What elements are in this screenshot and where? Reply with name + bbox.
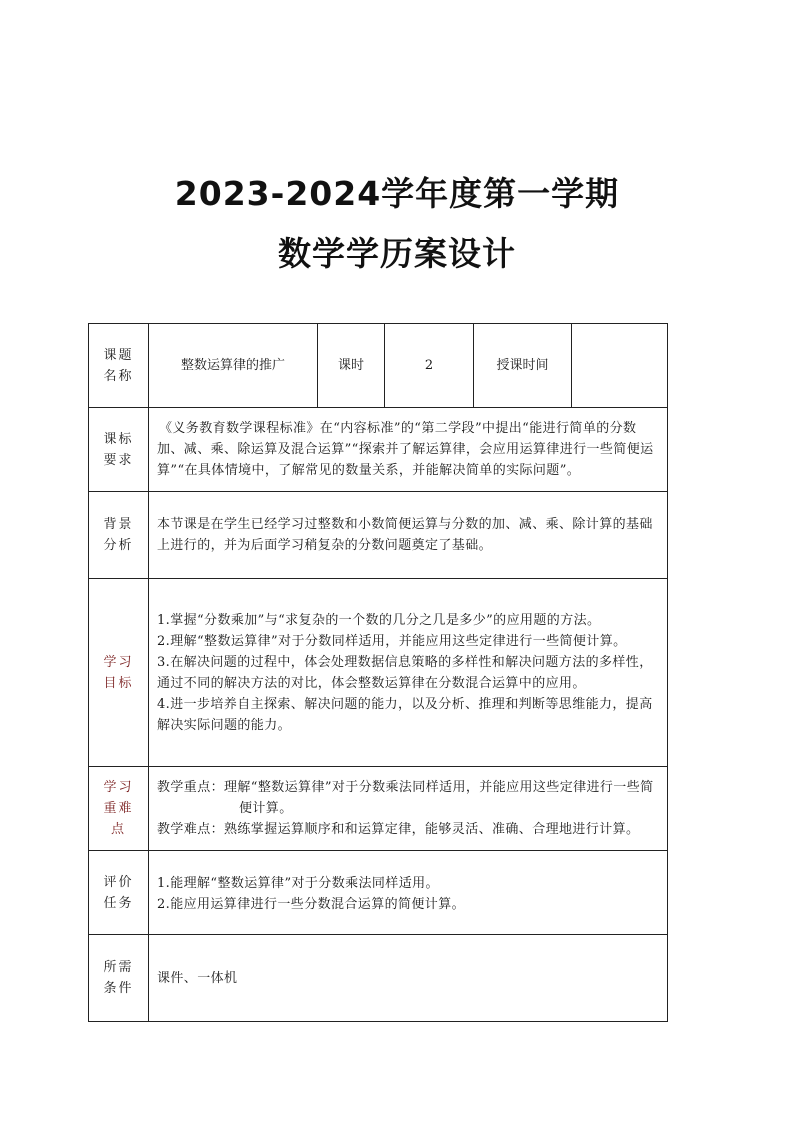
time-label-cell: [474, 324, 572, 408]
evaluation-label: 评价任务: [103, 874, 134, 911]
evaluation-item: 2.能应用运算律进行一些分数混合运算的简便计算。: [157, 897, 466, 912]
evaluation-label-cell: [89, 851, 149, 935]
row-background: [89, 492, 668, 579]
row-goals: [89, 579, 668, 767]
teaching-focus: 教学重点：理解“整数运算律”对于分数乘法同样适用，并能应用这些定律进行一些简便计算。: [157, 780, 654, 816]
period-label: 课时: [337, 358, 364, 373]
period-label-cell: [318, 324, 385, 408]
period-value: 2: [424, 358, 434, 373]
evaluation-item: 1.能理解“整数运算律”对于分数乘法同样适用。: [157, 876, 439, 891]
background-text: 本节课是在学生已经学习过整数和小数简便运算与分数的加、减、乘、除计算的基础上进行的，并为后面学习稍复杂的分数问题奠定了基础。: [157, 517, 653, 553]
background-label-cell: [89, 492, 149, 579]
conditions-label-cell: [89, 935, 149, 1022]
standard-label-cell: [89, 408, 149, 492]
row-topic: [89, 324, 668, 408]
conditions-content-cell: [149, 935, 668, 1022]
row-key-points: [89, 767, 668, 851]
row-standard: [89, 408, 668, 492]
document-title: 2023-2024学年度第一学期: [174, 174, 620, 213]
conditions-text: 课件、一体机: [157, 970, 238, 986]
time-value-cell: [572, 324, 668, 408]
background-content-cell: [149, 492, 668, 579]
topic-label-cell: [89, 324, 149, 408]
row-evaluation: [89, 851, 668, 935]
background-label: 背景分析: [103, 517, 134, 553]
period-value-cell: [385, 324, 474, 408]
topic-label: 课题名称: [103, 347, 134, 384]
topic-value-cell: [149, 324, 318, 408]
goal-item: 1.掌握“分数乘加”与“求复杂的一个数的几分之几是多少”的应用题的方法。: [157, 612, 601, 628]
teaching-difficulty: 教学难点：熟练掌握运算顺序和和运算定律，能够灵活、准确、合理地进行计算。: [157, 822, 640, 837]
key-points-label: 学习重难点: [103, 780, 134, 837]
topic-value: 整数运算律的推广: [180, 358, 285, 373]
standard-text: 《义务教育数学课程标准》在“内容标准”的“第二学段”中提出“能进行简单的分数加、减、乘、除运算及混合运算”“探索并了解运算律，会应用运算律进行一些简便运算”“在具体情境中，了解常见的数量关系，并能解决简单的实际问题”。: [157, 421, 654, 478]
goals-label-cell: [89, 579, 149, 767]
goals-label: 学习目标: [103, 654, 134, 691]
row-conditions: [89, 935, 668, 1022]
standard-label: 课标要求: [103, 431, 134, 468]
goal-item: 2.理解“整数运算律”对于分数同样适用，并能应用这些定律进行一些简便计算。: [157, 633, 627, 649]
goal-item: 3.在解决问题的过程中，体会处理数据信息策略的多样性和解决问题方法的多样性，通过不同的解决方法的对比，体会整数运算律在分数混合运算中的应用。: [157, 654, 653, 691]
key-points-label-cell: [89, 767, 149, 851]
evaluation-content-cell: [149, 851, 668, 935]
time-label: 授课时间: [496, 358, 549, 373]
standard-content-cell: [149, 408, 668, 492]
key-points-content-cell: [149, 767, 668, 851]
goals-content-cell: [149, 579, 668, 767]
lesson-plan-table: [88, 323, 668, 1022]
conditions-label: 所需条件: [103, 960, 134, 996]
document-subtitle: 数学学历案设计: [278, 234, 516, 273]
goal-item: 4.进一步培养自主探索、解决问题的能力，以及分析、推理和判断等思维能力，提高解决实际问题的能力。: [157, 696, 653, 733]
